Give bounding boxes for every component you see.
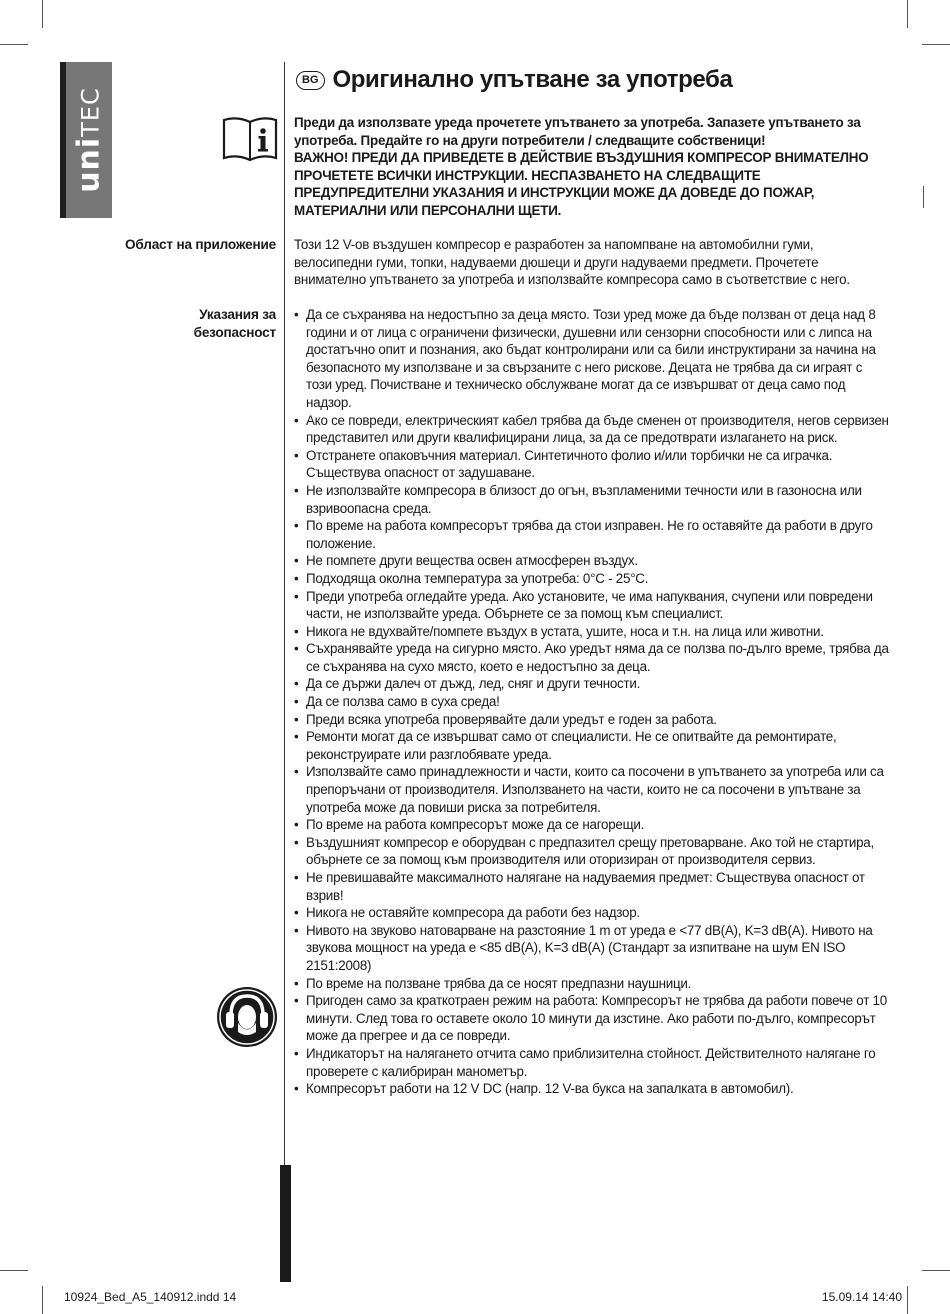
list-item: • Индикаторът на налягането отчита само приблизителна стойност. Действителното налягане го проверете с калибриран манометър. — [294, 1045, 890, 1080]
brand-logo-light: TEC — [76, 87, 105, 137]
language-badge: BG — [296, 71, 325, 90]
list-item: • Използвайте само принадлежности и части, които са посочени в упътването за употреба или са препоръчани от производителя. Използването на части, които не са посочени в упътване за употреба може да повиши риска за потребителя. — [294, 763, 890, 816]
intro-line: Преди да използвате уреда прочетете упътването за употреба. Запазете упътването за употреба. Предайте го на други потребители / следващите собственици! — [294, 115, 861, 148]
crop-mark — [923, 186, 924, 208]
list-item: • Подходяща околна температура за употреба: 0°C - 25°C. — [294, 570, 890, 588]
title-row — [296, 64, 896, 96]
brand-logo — [72, 87, 107, 193]
list-item: • Никога не вдухвайте/помпете въздух в устата, ушите, носа и т.н. на лица или животни. — [294, 623, 890, 641]
crop-mark — [42, 1286, 43, 1314]
list-item: • Да се ползва само в суха среда! — [294, 693, 890, 711]
list-item: • Не превишавайте максималното налягане на надуваемия предмет: Съществува опасност от взрив! — [294, 869, 890, 904]
crop-mark — [907, 0, 908, 28]
footer-file: 10924_Bed_A5_140912.indd 14 — [64, 1290, 237, 1304]
list-item: • Никога не оставяйте компресора да работи без надзор. — [294, 904, 890, 922]
list-item: • Съхранявайте уреда на сигурно място. Ако уредът няма да се ползва по-дълго време, трябва да се съхранява на сухо място, което е недостъпно за деца. — [294, 640, 890, 675]
list-item: • Ако се повреди, електрическият кабел трябва да бъде сменен от производителя, негов сервизен представител или други квалифицирани лица, за да се предотврати излагането на риск. — [294, 412, 890, 447]
crop-mark — [922, 1270, 950, 1271]
list-item: • Компресорът работи на 12 V DC (напр. 12 V-ва букса на запалката в автомобил). — [294, 1080, 890, 1098]
list-item: • По време на ползване трябва да се носят предпазни наушници. — [294, 975, 890, 993]
list-item: • Пригоден само за краткотраен режим на работа: Компресорът не трябва да работи повече от 10 минути. След това го оставете около 10 минути да изстине. Ако работи по-дълго, компресорът може да прегрее и да се повреди. — [294, 992, 890, 1045]
footer-datetime: 15.09.14 14:40 — [821, 1290, 902, 1304]
list-item: • Преди всяка употреба проверявайте дали уредът е годен за работа. — [294, 711, 890, 729]
crop-mark — [922, 44, 950, 45]
list-item: • По време на работа компресорът трябва да стои изправен. Не го оставяйте да работи в друго положение. — [294, 517, 890, 552]
crop-mark — [0, 1270, 28, 1271]
column-divider — [284, 62, 285, 1282]
brand-logo-bold: uni — [71, 136, 107, 193]
intro-warning — [294, 114, 890, 220]
list-item: • Въздушният компресор е оборудван с предпазител срещу претоварване. Ако той не стартира, обърнете се за помощ към производителя или оторизиран от производителя сервиз. — [294, 834, 890, 869]
manual-info-icon — [222, 114, 278, 162]
list-item: • Отстранете опаковъчния материал. Синтетичното фолио и/или торбички не са играчка. Съществува опасност от задушаване. — [294, 447, 890, 482]
list-item: • Не помпете други вещества освен атмосферен въздух. — [294, 552, 890, 570]
list-item: • Ремонти могат да се извършват само от специалисти. Не се опитвайте да ремонтирате, реконструирате или разглобявате уреда. — [294, 728, 890, 763]
safety-label-line: Указания за — [199, 307, 276, 322]
application-text: Този 12 V-ов въздушен компресор е разработен за напомпване на автомобилни гуми, велосипедни гуми, топки, надуваеми дюшеци и други надуваеми предмети. Прочетете внимателно упътването за употреба и използвайте компресора само в съответствие с него. — [294, 237, 850, 288]
application-label: Област на приложение — [125, 237, 276, 252]
safety-label-line: безопасност — [193, 324, 276, 340]
list-item: • Преди употреба огледайте уреда. Ако установите, че има напуквания, счупени или повредени части, не използвайте уреда. Обърнете се за помощ към специалист. — [294, 588, 890, 623]
list-item: • Не използвайте компресора в близост до огън, възпламеними течности или в газоносна или взривоопасна среда. — [294, 482, 890, 517]
safety-list — [294, 306, 890, 1098]
crop-mark — [42, 0, 43, 28]
list-item: • По време на работа компресорът може да се нагорещи. — [294, 816, 890, 834]
brand-bar — [60, 62, 112, 218]
page-title: Оригинално упътване за употреба — [332, 66, 733, 93]
ear-protection-icon — [216, 986, 278, 1048]
crop-mark — [907, 1286, 908, 1314]
safety-label — [194, 306, 276, 341]
intro-important: ВАЖНО! ПРЕДИ ДА ПРИВЕДЕТЕ В ДЕЙСТВИЕ ВЪЗДУШНИЯ КОМПРЕСОР ВНИМАТЕЛНО ПРОЧЕТЕТЕ ВСИЧКИ ИНСТРУКЦИИ. НЕСПАЗВАНЕТО НА СЛЕДВАЩИТЕ ПРЕДУПРЕДИТЕЛНИ УКАЗАНИЯ И ИНСТРУКЦИИ МОЖЕ ДА ДОВЕДЕ ДО ПОЖАР, МАТЕРИАЛНИ ИЛИ ПЕРСОНАЛНИ ЩЕТИ. — [294, 150, 869, 218]
list-item: • Да се държи далеч от дъжд, лед, сняг и други течности. — [294, 675, 890, 693]
crop-mark — [0, 44, 28, 45]
column-divider-thick — [280, 1165, 291, 1282]
list-item: • Нивото на звуково натоварване на разстояние 1 m от уреда е <77 dB(A), K=3 dB(A). Нивото на звукова мощност на уреда е <85 dB(A), K=3 dB(A) (Стандарт за изпитване на шум EN ISO 2151:2008) — [294, 922, 890, 975]
list-item: • Да се съхранява на недостъпно за деца място. Този уред може да бъде ползван от деца над 8 години и от лица с ограничени физически, душевни или сензорни способности или с липса на достатъчно опит и познания, ако бъдат контролирани или са били инструктирани за начина на безопасното му използване и за свързаните с него рискове. Децата не трябва да си играят с този уред. Почистване и техническо обслужване могат да се извършват от деца само под надзор. — [294, 306, 890, 412]
